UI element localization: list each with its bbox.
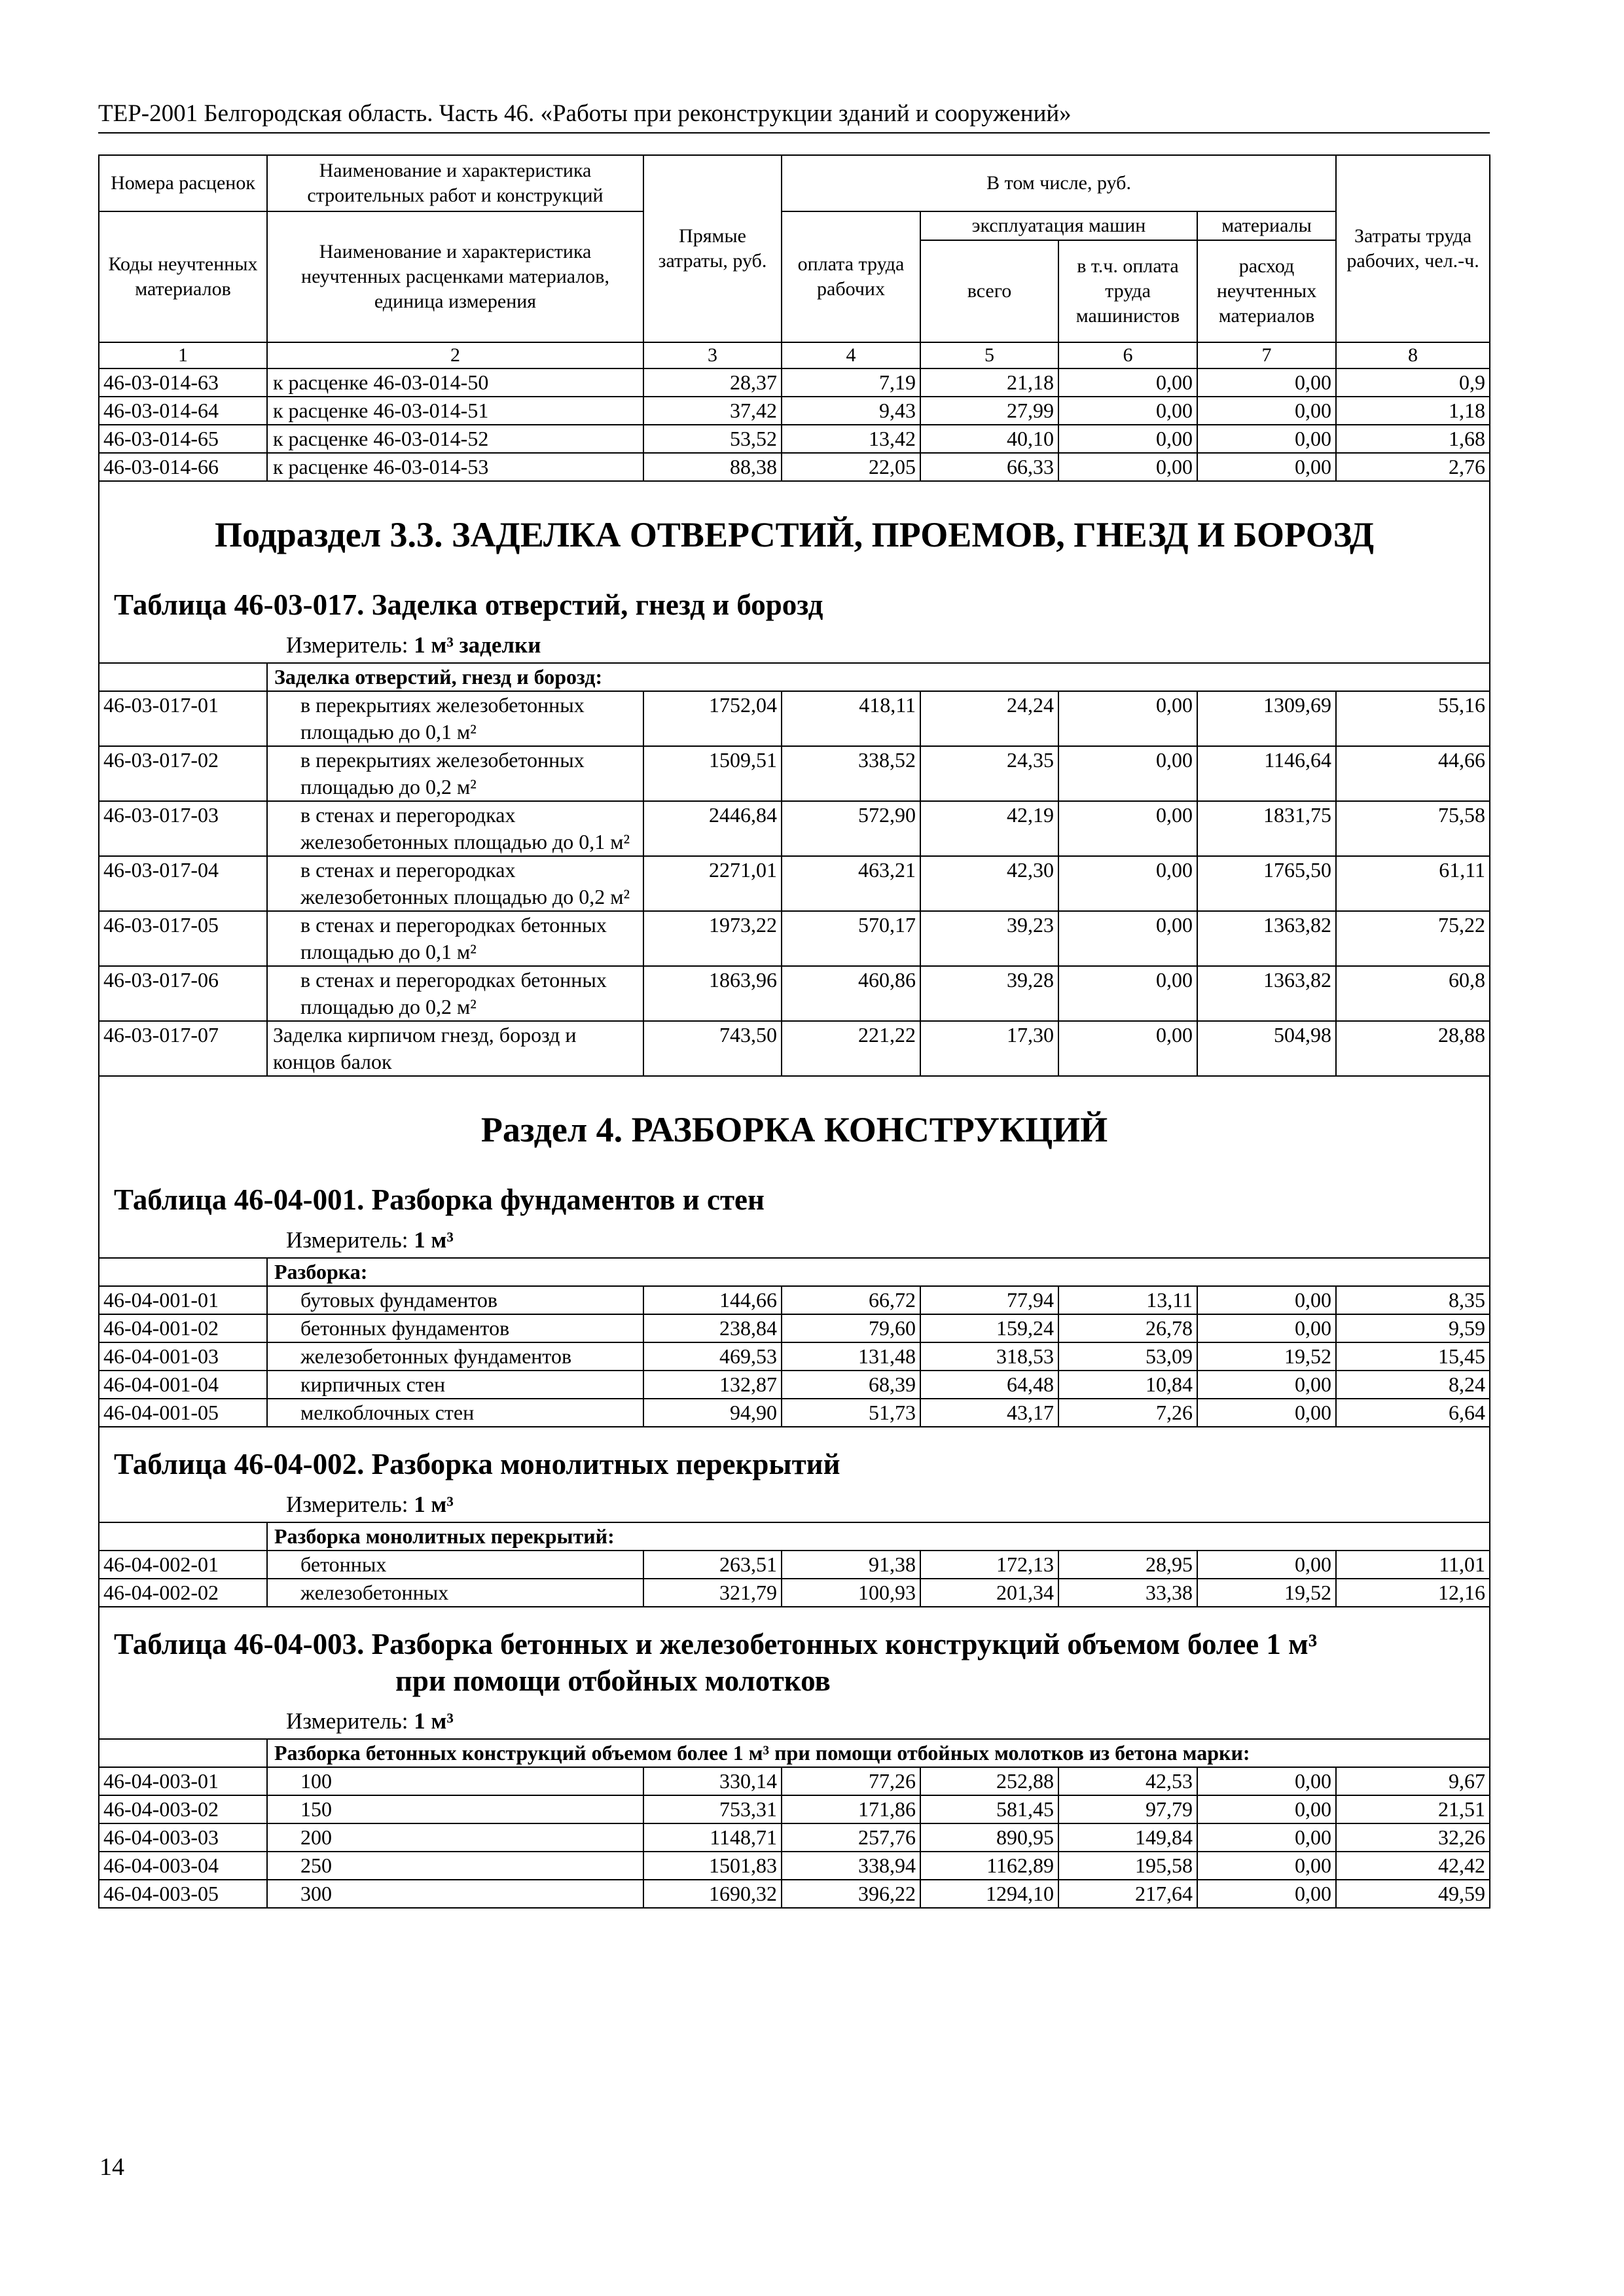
rate-value: 28,37 bbox=[643, 368, 782, 397]
subsection-3-3 bbox=[99, 481, 1490, 663]
rate-value: 53,52 bbox=[643, 425, 782, 453]
rate-value: 13,11 bbox=[1058, 1286, 1197, 1314]
rate-value: 0,00 bbox=[1197, 453, 1336, 481]
rate-value: 0,00 bbox=[1197, 1880, 1336, 1908]
rate-name: в стенах и перегородках бетонных площадью до 0,1 м² bbox=[267, 911, 643, 966]
table-row bbox=[99, 1286, 1490, 1314]
rate-value: 0,00 bbox=[1197, 1795, 1336, 1823]
group-row bbox=[99, 1258, 1490, 1286]
rate-code: 46-04-003-01 bbox=[99, 1767, 267, 1795]
rate-name: к расценке 46-03-014-51 bbox=[267, 397, 643, 425]
rate-value: 94,90 bbox=[643, 1399, 782, 1427]
rate-value: 19,52 bbox=[1197, 1579, 1336, 1607]
rate-name: бетонных bbox=[267, 1551, 643, 1579]
rate-value: 1831,75 bbox=[1197, 801, 1336, 856]
rate-value: 172,13 bbox=[920, 1551, 1058, 1579]
measure-value: 1 м³ заделки bbox=[414, 632, 541, 658]
column-number: 2 bbox=[267, 342, 643, 368]
rate-value: 60,8 bbox=[1336, 966, 1490, 1021]
rate-value: 26,78 bbox=[1058, 1314, 1197, 1342]
rate-value: 21,51 bbox=[1336, 1795, 1490, 1823]
table-row bbox=[99, 1579, 1490, 1607]
measure-label: Измеритель: bbox=[286, 1492, 408, 1517]
rate-value: 1690,32 bbox=[643, 1880, 782, 1908]
rate-value: 890,95 bbox=[920, 1823, 1058, 1852]
rate-value: 396,22 bbox=[782, 1880, 920, 1908]
rate-value: 15,45 bbox=[1336, 1342, 1490, 1371]
rate-value: 132,87 bbox=[643, 1371, 782, 1399]
rate-value: 0,00 bbox=[1197, 1767, 1336, 1795]
rate-value: 1509,51 bbox=[643, 746, 782, 801]
rate-code: 46-03-014-65 bbox=[99, 425, 267, 453]
rate-value: 221,22 bbox=[782, 1021, 920, 1076]
rate-name: Заделка кирпичом гнезд, борозд и концов балок bbox=[267, 1021, 643, 1076]
header-codes: Номера расценок bbox=[99, 155, 267, 211]
header-row-1 bbox=[99, 155, 1490, 211]
rate-code: 46-03-017-06 bbox=[99, 966, 267, 1021]
table-row bbox=[99, 1767, 1490, 1795]
rate-value: 1863,96 bbox=[643, 966, 782, 1021]
rate-name: в перекрытиях железобетонных площадью до 0,2 м² bbox=[267, 746, 643, 801]
rate-value: 0,00 bbox=[1058, 397, 1197, 425]
rate-value: 0,00 bbox=[1197, 397, 1336, 425]
rate-name: бутовых фундаментов bbox=[267, 1286, 643, 1314]
rate-value: 201,34 bbox=[920, 1579, 1058, 1607]
rate-value: 10,84 bbox=[1058, 1371, 1197, 1399]
rate-value: 64,48 bbox=[920, 1371, 1058, 1399]
rate-value: 1162,89 bbox=[920, 1852, 1058, 1880]
header-including: В том числе, руб. bbox=[782, 155, 1336, 211]
group-label: Разборка: bbox=[267, 1258, 1490, 1286]
rate-code: 46-04-001-02 bbox=[99, 1314, 267, 1342]
rate-value: 149,84 bbox=[1058, 1823, 1197, 1852]
rate-name: мелкоблочных стен bbox=[267, 1399, 643, 1427]
rate-code: 46-03-017-07 bbox=[99, 1021, 267, 1076]
table-46-04-003 bbox=[99, 1607, 1490, 1739]
rate-value: 1309,69 bbox=[1197, 691, 1336, 746]
rate-value: 42,53 bbox=[1058, 1767, 1197, 1795]
rate-value: 7,26 bbox=[1058, 1399, 1197, 1427]
rate-name: бетонных фундаментов bbox=[267, 1314, 643, 1342]
group-row bbox=[99, 663, 1490, 691]
rate-value: 257,76 bbox=[782, 1823, 920, 1852]
measure-label: Измеритель: bbox=[286, 632, 408, 658]
rate-value: 66,72 bbox=[782, 1286, 920, 1314]
table-row bbox=[99, 1795, 1490, 1823]
rate-value: 91,38 bbox=[782, 1551, 920, 1579]
rate-value: 75,58 bbox=[1336, 801, 1490, 856]
rate-value: 0,00 bbox=[1197, 1286, 1336, 1314]
rate-code: 46-04-001-01 bbox=[99, 1286, 267, 1314]
rate-value: 0,00 bbox=[1197, 1852, 1336, 1880]
rate-value: 28,95 bbox=[1058, 1551, 1197, 1579]
rate-value: 1363,82 bbox=[1197, 911, 1336, 966]
rate-value: 33,38 bbox=[1058, 1579, 1197, 1607]
rate-value: 321,79 bbox=[643, 1579, 782, 1607]
rate-name: 300 bbox=[267, 1880, 643, 1908]
measure bbox=[99, 1706, 1489, 1738]
rate-value: 572,90 bbox=[782, 801, 920, 856]
rate-value: 0,00 bbox=[1197, 1399, 1336, 1427]
rate-value: 43,17 bbox=[920, 1399, 1058, 1427]
rate-value: 66,33 bbox=[920, 453, 1058, 481]
rate-name: железобетонных фундаментов bbox=[267, 1342, 643, 1371]
rate-value: 238,84 bbox=[643, 1314, 782, 1342]
table-row bbox=[99, 425, 1490, 453]
group-row bbox=[99, 1522, 1490, 1551]
rate-name: 250 bbox=[267, 1852, 643, 1880]
header-labor: Затраты труда рабочих, чел.-ч. bbox=[1336, 155, 1490, 342]
table-title-line-2: при помощи отбойных молотков bbox=[395, 1664, 831, 1697]
rate-value: 13,42 bbox=[782, 425, 920, 453]
rate-code: 46-04-001-03 bbox=[99, 1342, 267, 1371]
rate-value: 17,30 bbox=[920, 1021, 1058, 1076]
measure bbox=[99, 1489, 1489, 1522]
rate-value: 8,24 bbox=[1336, 1371, 1490, 1399]
rate-code: 46-04-003-05 bbox=[99, 1880, 267, 1908]
column-number: 6 bbox=[1058, 342, 1197, 368]
rate-value: 463,21 bbox=[782, 856, 920, 911]
rate-value: 1752,04 bbox=[643, 691, 782, 746]
table-row bbox=[99, 1852, 1490, 1880]
rate-name: железобетонных bbox=[267, 1579, 643, 1607]
table-row bbox=[99, 1371, 1490, 1399]
rate-code: 46-04-001-04 bbox=[99, 1371, 267, 1399]
rate-value: 743,50 bbox=[643, 1021, 782, 1076]
group-label: Разборка монолитных перекрытий: bbox=[267, 1522, 1490, 1551]
section-title: Раздел 4. РАЗБОРКА КОНСТРУКЦИЙ bbox=[480, 1110, 1108, 1149]
rate-value: 0,00 bbox=[1197, 425, 1336, 453]
rate-value: 1973,22 bbox=[643, 911, 782, 966]
rate-value: 51,73 bbox=[782, 1399, 920, 1427]
rate-code: 46-04-003-04 bbox=[99, 1852, 267, 1880]
rate-value: 171,86 bbox=[782, 1795, 920, 1823]
rate-value: 75,22 bbox=[1336, 911, 1490, 966]
rate-value: 39,23 bbox=[920, 911, 1058, 966]
rate-code: 46-03-014-63 bbox=[99, 368, 267, 397]
table-row bbox=[99, 691, 1490, 746]
rate-value: 217,64 bbox=[1058, 1880, 1197, 1908]
column-numbers-row bbox=[99, 342, 1490, 368]
table-row bbox=[99, 1399, 1490, 1427]
rate-value: 1363,82 bbox=[1197, 966, 1336, 1021]
rate-name: к расценке 46-03-014-53 bbox=[267, 453, 643, 481]
table-row bbox=[99, 1823, 1490, 1852]
rate-value: 32,26 bbox=[1336, 1823, 1490, 1852]
rate-value: 2271,01 bbox=[643, 856, 782, 911]
rate-value: 0,00 bbox=[1197, 368, 1336, 397]
rate-value: 330,14 bbox=[643, 1767, 782, 1795]
table-title-line-1: Таблица 46-04-003. Разборка бетонных и железобетонных конструкций объемом более 1 м³ bbox=[114, 1628, 1318, 1660]
table-row bbox=[99, 368, 1490, 397]
measure bbox=[99, 630, 1489, 662]
table-title bbox=[99, 1607, 1489, 1706]
rate-name: 150 bbox=[267, 1795, 643, 1823]
table-title: Таблица 46-04-002. Разборка монолитных перекрытий bbox=[114, 1448, 840, 1480]
rate-value: 570,17 bbox=[782, 911, 920, 966]
rate-name: в стенах и перегородках железобетонных площадью до 0,1 м² bbox=[267, 801, 643, 856]
header-material-names: Наименование и характеристика неучтенных расценками материалов, единица измерения bbox=[267, 211, 643, 342]
rate-value: 9,43 bbox=[782, 397, 920, 425]
header-direct-costs: Прямые затраты, руб. bbox=[643, 155, 782, 342]
rate-value: 100,93 bbox=[782, 1579, 920, 1607]
rate-value: 7,19 bbox=[782, 368, 920, 397]
table-46-04-002 bbox=[99, 1427, 1490, 1522]
rate-value: 0,00 bbox=[1058, 691, 1197, 746]
table-row bbox=[99, 1314, 1490, 1342]
header-material-codes: Коды неучтенных материалов bbox=[99, 211, 267, 342]
rate-value: 418,11 bbox=[782, 691, 920, 746]
rate-code: 46-03-017-02 bbox=[99, 746, 267, 801]
rate-value: 27,99 bbox=[920, 397, 1058, 425]
rate-value: 504,98 bbox=[1197, 1021, 1336, 1076]
rate-value: 338,94 bbox=[782, 1852, 920, 1880]
measure-value: 1 м³ bbox=[414, 1492, 454, 1517]
rate-name: в перекрытиях железобетонных площадью до 0,1 м² bbox=[267, 691, 643, 746]
rate-code: 46-03-014-64 bbox=[99, 397, 267, 425]
rate-value: 97,79 bbox=[1058, 1795, 1197, 1823]
rate-value: 55,16 bbox=[1336, 691, 1490, 746]
table-row bbox=[99, 966, 1490, 1021]
measure-label: Измеритель: bbox=[286, 1708, 408, 1734]
rate-name: в стенах и перегородках бетонных площадью до 0,2 м² bbox=[267, 966, 643, 1021]
column-number: 7 bbox=[1197, 342, 1336, 368]
rate-value: 195,58 bbox=[1058, 1852, 1197, 1880]
rate-value: 131,48 bbox=[782, 1342, 920, 1371]
table-title: Таблица 46-03-017. Заделка отверстий, гнезд и борозд bbox=[114, 588, 823, 621]
table-row bbox=[99, 1880, 1490, 1908]
rate-value: 0,00 bbox=[1058, 425, 1197, 453]
rate-value: 1146,64 bbox=[1197, 746, 1336, 801]
header-machines-total: всего bbox=[920, 240, 1058, 342]
running-header: ТЕР-2001 Белгородская область. Часть 46. «Работы при реконструкции зданий и сооружений» bbox=[98, 97, 1490, 134]
rate-value: 0,00 bbox=[1197, 1371, 1336, 1399]
header-name: Наименование и характеристика строительных работ и конструкций bbox=[267, 155, 643, 211]
rate-value: 1765,50 bbox=[1197, 856, 1336, 911]
rate-code: 46-03-017-01 bbox=[99, 691, 267, 746]
rate-name: к расценке 46-03-014-52 bbox=[267, 425, 643, 453]
page-number: 14 bbox=[99, 2153, 124, 2181]
rate-value: 24,24 bbox=[920, 691, 1058, 746]
rate-value: 9,67 bbox=[1336, 1767, 1490, 1795]
rate-value: 252,88 bbox=[920, 1767, 1058, 1795]
rate-value: 21,18 bbox=[920, 368, 1058, 397]
rate-code: 46-04-002-02 bbox=[99, 1579, 267, 1607]
rate-value: 49,59 bbox=[1336, 1880, 1490, 1908]
rate-value: 68,39 bbox=[782, 1371, 920, 1399]
section-4 bbox=[99, 1076, 1490, 1258]
rate-value: 0,00 bbox=[1058, 368, 1197, 397]
measure-label: Измеритель: bbox=[286, 1227, 408, 1253]
table-row bbox=[99, 856, 1490, 911]
measure-value: 1 м³ bbox=[414, 1708, 454, 1734]
rate-value: 0,00 bbox=[1197, 1314, 1336, 1342]
rate-value: 0,00 bbox=[1058, 453, 1197, 481]
group-row bbox=[99, 1739, 1490, 1767]
rate-value: 6,64 bbox=[1336, 1399, 1490, 1427]
rate-value: 24,35 bbox=[920, 746, 1058, 801]
rate-value: 79,60 bbox=[782, 1314, 920, 1342]
header-machines-wages: в т.ч. оплата труда машинистов bbox=[1058, 240, 1197, 342]
rate-value: 42,42 bbox=[1336, 1852, 1490, 1880]
rate-code: 46-04-001-05 bbox=[99, 1399, 267, 1427]
measure-value: 1 м³ bbox=[414, 1227, 454, 1253]
rate-name: кирпичных стен bbox=[267, 1371, 643, 1399]
rate-value: 40,10 bbox=[920, 425, 1058, 453]
table-row bbox=[99, 1342, 1490, 1371]
rate-code: 46-04-003-03 bbox=[99, 1823, 267, 1852]
rate-value: 12,16 bbox=[1336, 1579, 1490, 1607]
rate-value: 1,18 bbox=[1336, 397, 1490, 425]
column-number: 3 bbox=[643, 342, 782, 368]
rate-value: 42,19 bbox=[920, 801, 1058, 856]
table-row bbox=[99, 1021, 1490, 1076]
rate-value: 0,00 bbox=[1197, 1823, 1336, 1852]
rate-value: 1,68 bbox=[1336, 425, 1490, 453]
table-row bbox=[99, 746, 1490, 801]
rate-value: 159,24 bbox=[920, 1314, 1058, 1342]
rate-value: 0,00 bbox=[1058, 911, 1197, 966]
rate-value: 2,76 bbox=[1336, 453, 1490, 481]
rate-value: 19,52 bbox=[1197, 1342, 1336, 1371]
rate-code: 46-03-017-03 bbox=[99, 801, 267, 856]
rate-code: 46-03-017-05 bbox=[99, 911, 267, 966]
table-row bbox=[99, 453, 1490, 481]
rate-name: к расценке 46-03-014-50 bbox=[267, 368, 643, 397]
rate-value: 77,94 bbox=[920, 1286, 1058, 1314]
rate-value: 0,9 bbox=[1336, 368, 1490, 397]
rate-value: 22,05 bbox=[782, 453, 920, 481]
rate-value: 460,86 bbox=[782, 966, 920, 1021]
table-row bbox=[99, 1551, 1490, 1579]
table-title: Таблица 46-04-001. Разборка фундаментов и стен bbox=[114, 1183, 765, 1216]
rate-value: 0,00 bbox=[1058, 1021, 1197, 1076]
rate-value: 0,00 bbox=[1058, 801, 1197, 856]
header-row-1b bbox=[99, 211, 1490, 240]
header-machines: эксплуатация машин bbox=[920, 211, 1197, 240]
subsection-title: Подраздел 3.3. ЗАДЕЛКА ОТВЕРСТИЙ, ПРОЕМОВ, ГНЕЗД И БОРОЗД bbox=[214, 515, 1375, 554]
rate-value: 0,00 bbox=[1197, 1551, 1336, 1579]
rate-value: 8,35 bbox=[1336, 1286, 1490, 1314]
rate-value: 42,30 bbox=[920, 856, 1058, 911]
rate-value: 77,26 bbox=[782, 1767, 920, 1795]
rate-name: в стенах и перегородках железобетонных площадью до 0,2 м² bbox=[267, 856, 643, 911]
rate-value: 263,51 bbox=[643, 1551, 782, 1579]
measure bbox=[99, 1225, 1489, 1257]
rate-value: 9,59 bbox=[1336, 1314, 1490, 1342]
rate-value: 338,52 bbox=[782, 746, 920, 801]
rate-value: 144,66 bbox=[643, 1286, 782, 1314]
rate-value: 11,01 bbox=[1336, 1551, 1490, 1579]
table-row bbox=[99, 801, 1490, 856]
rate-value: 469,53 bbox=[643, 1342, 782, 1371]
rate-value: 0,00 bbox=[1058, 746, 1197, 801]
rate-value: 61,11 bbox=[1336, 856, 1490, 911]
rate-value: 581,45 bbox=[920, 1795, 1058, 1823]
rate-name: 200 bbox=[267, 1823, 643, 1852]
rate-value: 39,28 bbox=[920, 966, 1058, 1021]
rate-value: 28,88 bbox=[1336, 1021, 1490, 1076]
column-number: 5 bbox=[920, 342, 1058, 368]
group-label: Заделка отверстий, гнезд и борозд: bbox=[267, 663, 1490, 691]
column-number: 4 bbox=[782, 342, 920, 368]
group-label: Разборка бетонных конструкций объемом более 1 м³ при помощи отбойных молотков из бетона марки: bbox=[267, 1739, 1490, 1767]
rate-code: 46-03-014-66 bbox=[99, 453, 267, 481]
rate-value: 2446,84 bbox=[643, 801, 782, 856]
rate-value: 1148,71 bbox=[643, 1823, 782, 1852]
rate-value: 53,09 bbox=[1058, 1342, 1197, 1371]
column-number: 1 bbox=[99, 342, 267, 368]
header-wages: оплата труда рабочих bbox=[782, 211, 920, 342]
header-materials: материалы bbox=[1197, 211, 1336, 240]
column-number: 8 bbox=[1336, 342, 1490, 368]
rates-table bbox=[98, 154, 1490, 1909]
rate-name: 100 bbox=[267, 1767, 643, 1795]
rate-value: 0,00 bbox=[1058, 966, 1197, 1021]
header-materials-unaccounted: расход неучтенных материалов bbox=[1197, 240, 1336, 342]
rate-code: 46-04-003-02 bbox=[99, 1795, 267, 1823]
rate-value: 1294,10 bbox=[920, 1880, 1058, 1908]
rate-value: 753,31 bbox=[643, 1795, 782, 1823]
rate-value: 37,42 bbox=[643, 397, 782, 425]
table-row bbox=[99, 911, 1490, 966]
rate-code: 46-04-002-01 bbox=[99, 1551, 267, 1579]
rate-value: 1501,83 bbox=[643, 1852, 782, 1880]
rate-code: 46-03-017-04 bbox=[99, 856, 267, 911]
rate-value: 0,00 bbox=[1058, 856, 1197, 911]
table-row bbox=[99, 397, 1490, 425]
rate-value: 44,66 bbox=[1336, 746, 1490, 801]
rate-value: 318,53 bbox=[920, 1342, 1058, 1371]
rate-value: 88,38 bbox=[643, 453, 782, 481]
